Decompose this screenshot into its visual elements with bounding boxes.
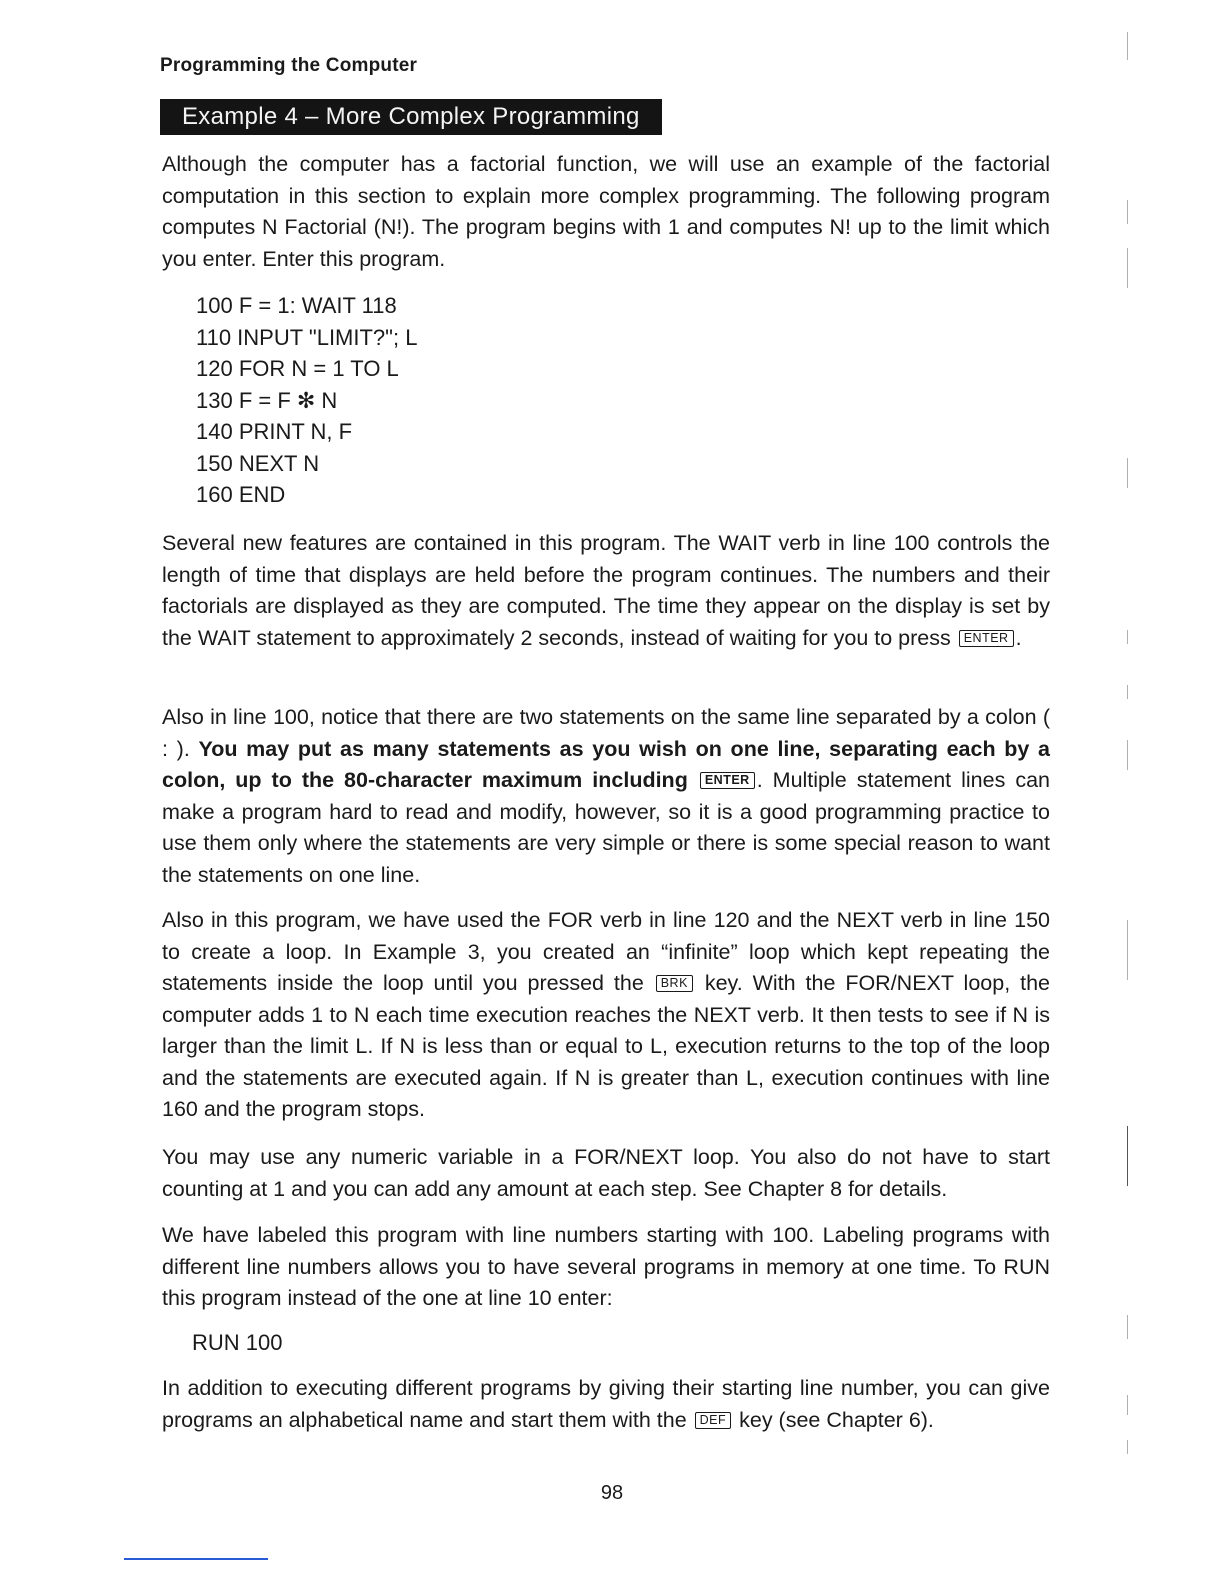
scan-mark — [1127, 1315, 1128, 1339]
program-line: 140 PRINT N, F — [196, 419, 353, 444]
program-line: 130 F = F ✻ N — [196, 387, 338, 413]
scan-mark — [1127, 200, 1128, 224]
labels-text: We have labeled this program with line numbers starting with 100. Labeling programs with different line numbers allows you to have several programs in memory at one time. To RUN this program instead of the one at line 10 enter: — [162, 1223, 1050, 1310]
intro-text: Although the computer has a factorial function, we will use an example of the factorial computation in this section to explain more complex programming. The following program computes N Factorial (N!). The program begins with 1 and computes N! up to the limit which you enter. Enter this program. — [162, 152, 1050, 271]
numeric-text: You may use any numeric variable in a FOR/NEXT loop. You also do not have to start counting at 1 and you can add any amount at each step. See Chapter 8 for details. — [162, 1145, 1050, 1201]
loop-paragraph — [162, 905, 1050, 1126]
section-title: Example 4 – More Complex Programming — [160, 99, 662, 135]
program-line: 120 FOR N = 1 TO L — [196, 356, 399, 381]
scan-mark — [1127, 630, 1128, 644]
scan-mark — [1127, 685, 1128, 699]
scan-mark — [1127, 248, 1128, 288]
enter-key-icon: ENTER — [700, 772, 755, 789]
colon-paragraph — [162, 702, 1050, 891]
program-line: 100 F = 1: WAIT 118 — [196, 293, 397, 318]
running-header: Programming the Computer — [160, 55, 418, 76]
footer-rule — [124, 1558, 268, 1560]
scan-mark — [1127, 1395, 1128, 1415]
naming-text-a: In addition to executing different programs by giving their starting line number, you can give programs an alphabetical name and start them with the — [162, 1376, 1050, 1432]
program-line: 110 INPUT "LIMIT?"; L — [196, 324, 418, 350]
naming-text-b: key (see Chapter 6). — [739, 1407, 934, 1432]
scan-mark — [1127, 458, 1128, 488]
intro-paragraph — [162, 149, 1050, 275]
numeric-paragraph — [162, 1142, 1050, 1205]
scan-mark — [1127, 32, 1128, 60]
colon-text-a: Also in line 100, notice that there are two statements on the same line separated by a colon ( : ). — [162, 705, 1050, 761]
loop-text-b: key. With the FOR/NEXT loop, the computer adds 1 to N each time execution reaches the NEXT verb. It then tests to see if N is larger than the limit L. If N is less than or equal to L, execution returns to the top of the loop and the statements are executed again. If N is greater than L, execution continues with line 160 and the program stops. — [162, 971, 1050, 1121]
scan-mark — [1127, 1440, 1128, 1454]
colon-bold-text: You may put as many statements as you wish on one line, separating each by a colon, up to the 80-character maximum including — [162, 736, 1050, 792]
scan-mark — [1127, 1126, 1128, 1186]
enter-key-icon: ENTER — [959, 630, 1014, 647]
features-end: . — [1015, 625, 1022, 650]
loop-text-a: Also in this program, we have used the FOR verb in line 120 and the NEXT verb in line 150 to create a loop. In Example 3, you created an “infinite” loop which kept repeating the statements inside the loop until you pressed the — [162, 908, 1050, 995]
brk-key-icon: BRK — [656, 975, 693, 992]
program-listing — [196, 290, 417, 511]
scan-mark — [1127, 740, 1128, 770]
scan-margin-marks — [1127, 20, 1129, 1470]
program-line: 160 END — [196, 482, 286, 507]
run-command: RUN 100 — [192, 1330, 283, 1355]
page-number: 98 — [600, 1482, 624, 1504]
def-key-icon: DEF — [695, 1412, 732, 1429]
program-line: 150 NEXT N — [196, 450, 320, 476]
naming-paragraph — [162, 1373, 1050, 1436]
colon-text-b: . Multiple statement lines can make a program hard to read and modify, however, so it is a good programming practice to use them only where the statements are very simple or there is some special reason to want the statements on one line. — [162, 768, 1050, 887]
labels-paragraph — [162, 1220, 1050, 1315]
features-paragraph — [162, 528, 1050, 654]
features-text: Several new features are contained in this program. The WAIT verb in line 100 controls the length of time that displays are held before the program continues. The numbers and their factorials are displayed as they are computed. The time they appear on the display is set by the WAIT statement to approximately 2 seconds, instead of waiting for you to press — [162, 531, 1050, 650]
scan-mark — [1127, 920, 1128, 980]
